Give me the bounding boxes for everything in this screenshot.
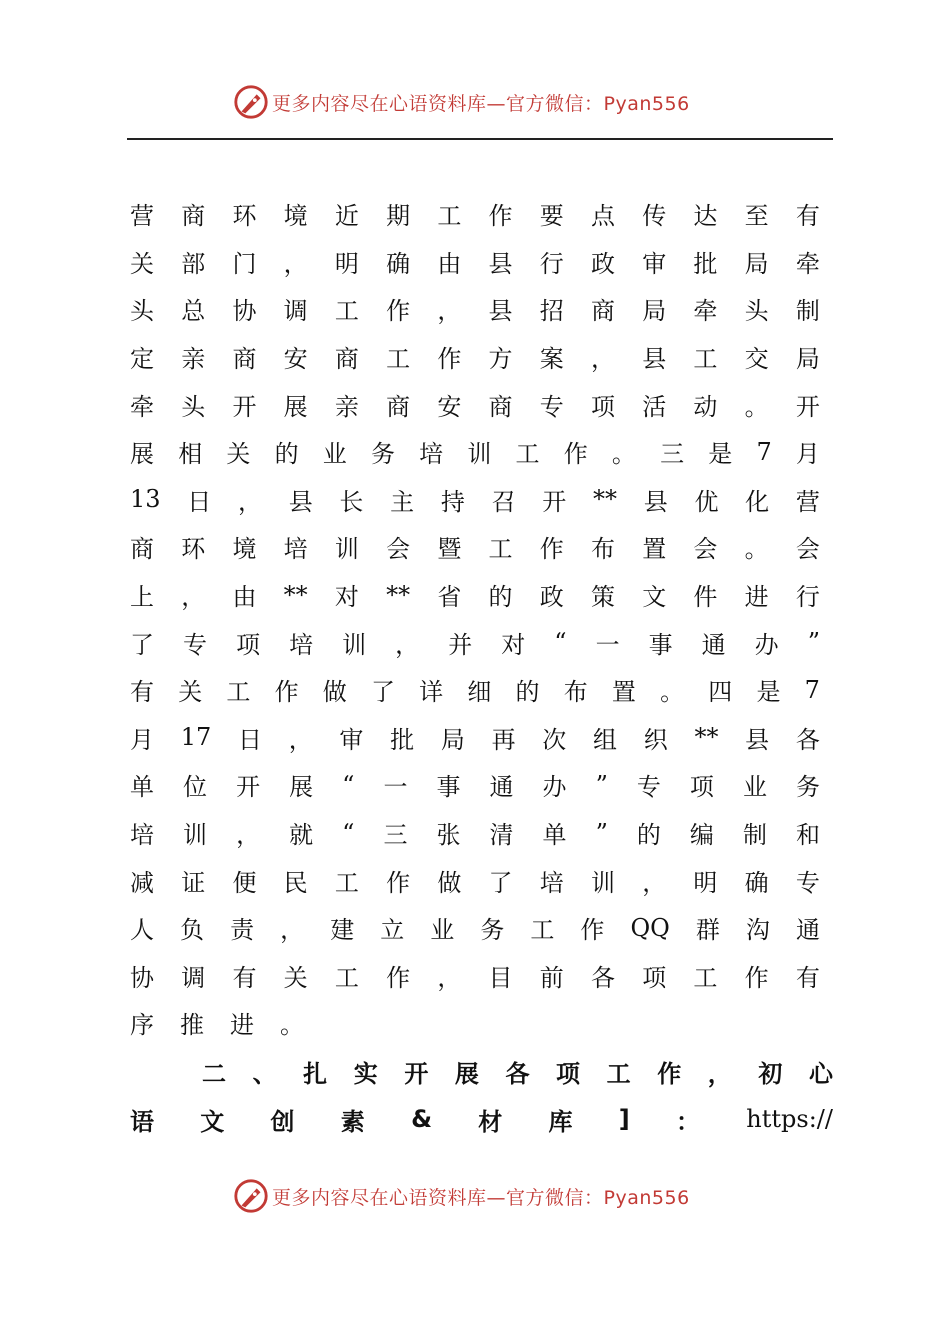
text-char: 人 bbox=[130, 916, 154, 945]
text-char: ， bbox=[280, 916, 305, 945]
text-char: ， bbox=[707, 1060, 732, 1089]
text-char: 制 bbox=[742, 821, 767, 850]
text-char: 作 bbox=[437, 345, 462, 374]
banner-text: 更多内容尽在心语资料库—官方微信：Pyan556 bbox=[272, 1186, 690, 1209]
text-char: 由 bbox=[437, 249, 462, 278]
text-char: 培 bbox=[539, 868, 564, 897]
text-char: 训 bbox=[334, 535, 359, 564]
text-char: 牵 bbox=[693, 297, 718, 326]
text-line bbox=[130, 1096, 833, 1144]
text-char: 并 bbox=[448, 630, 473, 659]
text-char: 县 bbox=[288, 487, 313, 516]
text-char: 单 bbox=[542, 821, 567, 850]
text-char: 头 bbox=[744, 297, 769, 326]
text-char: ， bbox=[181, 583, 206, 612]
text-char: 便 bbox=[232, 868, 257, 897]
text-char: 通 bbox=[795, 916, 820, 945]
text-char: 。 bbox=[280, 1011, 304, 1040]
text-char: 文 bbox=[642, 583, 667, 612]
text-char: 了 bbox=[370, 678, 395, 707]
text-char: 素 bbox=[340, 1107, 365, 1136]
text-char: 初 bbox=[758, 1060, 783, 1089]
text-char: 开 bbox=[236, 773, 261, 802]
text-char: 工 bbox=[334, 297, 359, 326]
text-char: 商 bbox=[488, 392, 513, 421]
text-char: 相 bbox=[178, 440, 203, 469]
text-char: 开 bbox=[542, 487, 567, 516]
text-char: ： bbox=[676, 1107, 701, 1136]
text-char: 布 bbox=[563, 678, 588, 707]
text-char: 位 bbox=[183, 773, 208, 802]
text-char: 项 bbox=[689, 773, 714, 802]
text-char: 境 bbox=[232, 535, 257, 564]
text-char: 工 bbox=[334, 868, 359, 897]
text-char: 文 bbox=[200, 1107, 225, 1136]
text-char: 证 bbox=[181, 868, 206, 897]
text-char: 目 bbox=[488, 963, 513, 992]
text-char: 是 bbox=[756, 678, 781, 707]
text-char: ** bbox=[694, 723, 719, 752]
text-char: 商 bbox=[232, 345, 257, 374]
text-char: 17 bbox=[180, 723, 212, 752]
text-char: ] bbox=[618, 1105, 630, 1134]
text-char: 交 bbox=[744, 345, 769, 374]
text-line bbox=[130, 380, 820, 428]
text-char: 要 bbox=[539, 202, 564, 231]
text-char: 三 bbox=[383, 821, 408, 850]
text-char: 的 bbox=[636, 821, 661, 850]
text-line bbox=[130, 571, 820, 619]
text-char: 商 bbox=[590, 297, 615, 326]
text-char: 件 bbox=[693, 583, 718, 612]
text-char: 达 bbox=[693, 202, 718, 231]
text-char: 训 bbox=[590, 868, 615, 897]
text-char: 商 bbox=[130, 535, 154, 564]
text-char: 序 bbox=[130, 1011, 154, 1040]
text-char: “ bbox=[554, 628, 567, 657]
text-char: 编 bbox=[689, 821, 714, 850]
text-char: 务 bbox=[480, 916, 505, 945]
text-char: 单 bbox=[130, 773, 154, 802]
section-heading bbox=[130, 1048, 833, 1143]
text-char: 化 bbox=[745, 487, 770, 516]
text-char: 关 bbox=[283, 963, 308, 992]
text-char: 项 bbox=[236, 630, 261, 659]
text-char: 前 bbox=[539, 963, 564, 992]
text-char: 确 bbox=[386, 249, 411, 278]
text-char: 批 bbox=[390, 725, 415, 754]
text-char: 调 bbox=[181, 963, 206, 992]
text-char: 布 bbox=[590, 535, 615, 564]
text-char: 暨 bbox=[437, 535, 462, 564]
text-char: https:// bbox=[746, 1105, 833, 1134]
text-char: “ bbox=[342, 818, 355, 847]
text-char: 清 bbox=[489, 821, 514, 850]
text-char: 方 bbox=[488, 345, 513, 374]
pen-nib-logo-icon bbox=[232, 83, 270, 121]
text-line bbox=[130, 761, 820, 809]
text-char: “ bbox=[342, 770, 355, 799]
text-char: 局 bbox=[642, 297, 667, 326]
text-char: 环 bbox=[181, 535, 206, 564]
text-char: 工 bbox=[693, 963, 718, 992]
text-char: 各 bbox=[590, 963, 615, 992]
text-char: 训 bbox=[467, 440, 492, 469]
text-char: 一 bbox=[595, 630, 620, 659]
text-char: 四 bbox=[708, 678, 733, 707]
text-char: 减 bbox=[130, 868, 154, 897]
text-char: 持 bbox=[440, 487, 465, 516]
text-char: 。 bbox=[611, 440, 636, 469]
text-char: 专 bbox=[795, 868, 820, 897]
text-char: 有 bbox=[130, 678, 154, 707]
text-char: 。 bbox=[744, 535, 769, 564]
text-char: 行 bbox=[795, 583, 820, 612]
text-char: 工 bbox=[437, 202, 462, 231]
text-char: 库 bbox=[548, 1107, 573, 1136]
text-char: 展 bbox=[283, 392, 308, 421]
text-line bbox=[130, 238, 820, 286]
text-char: 工 bbox=[334, 963, 359, 992]
text-line bbox=[130, 904, 820, 952]
text-char: 对 bbox=[501, 630, 526, 659]
text-line bbox=[130, 428, 820, 476]
header-banner bbox=[232, 82, 690, 122]
text-char: 月 bbox=[795, 440, 820, 469]
text-char: 协 bbox=[232, 297, 257, 326]
text-char: 明 bbox=[334, 249, 359, 278]
text-char: 县 bbox=[643, 487, 668, 516]
text-char: 作 bbox=[274, 678, 299, 707]
text-char: 项 bbox=[642, 963, 667, 992]
text-char: 有 bbox=[232, 963, 257, 992]
text-char: 至 bbox=[744, 202, 769, 231]
text-char: 项 bbox=[556, 1060, 581, 1089]
text-char: 语 bbox=[130, 1107, 154, 1136]
text-char: 作 bbox=[744, 963, 769, 992]
text-char: 对 bbox=[334, 583, 359, 612]
text-char: 批 bbox=[693, 249, 718, 278]
text-char: 作 bbox=[539, 535, 564, 564]
text-char: 了 bbox=[488, 868, 513, 897]
text-char: 工 bbox=[693, 345, 718, 374]
text-char: 县 bbox=[642, 345, 667, 374]
text-char: ” bbox=[595, 818, 608, 847]
text-char: 门 bbox=[232, 249, 257, 278]
text-line bbox=[130, 809, 820, 857]
text-char: 作 bbox=[488, 202, 513, 231]
text-char: 工 bbox=[386, 345, 411, 374]
text-char: 再 bbox=[491, 725, 516, 754]
text-char: 专 bbox=[539, 392, 564, 421]
text-char: 群 bbox=[695, 916, 720, 945]
text-char: ， bbox=[283, 249, 308, 278]
text-char: 工 bbox=[606, 1060, 631, 1089]
text-char: 材 bbox=[478, 1107, 503, 1136]
text-char: 务 bbox=[795, 773, 820, 802]
text-char: 、 bbox=[252, 1060, 277, 1089]
text-char: 培 bbox=[130, 821, 154, 850]
text-char: 13 bbox=[130, 485, 161, 514]
header-divider bbox=[127, 138, 833, 140]
text-char: 调 bbox=[283, 297, 308, 326]
text-char: 专 bbox=[183, 630, 208, 659]
text-char: 作 bbox=[386, 963, 411, 992]
text-char: ， bbox=[642, 868, 667, 897]
text-char: 审 bbox=[339, 725, 364, 754]
text-char: 通 bbox=[701, 630, 726, 659]
text-char: 训 bbox=[342, 630, 367, 659]
text-char: 县 bbox=[488, 249, 513, 278]
text-char: 商 bbox=[386, 392, 411, 421]
text-char: ** bbox=[283, 580, 308, 609]
text-char: 训 bbox=[183, 821, 208, 850]
text-line bbox=[130, 999, 820, 1047]
text-char: 是 bbox=[708, 440, 733, 469]
text-line bbox=[130, 476, 820, 524]
text-char: 环 bbox=[232, 202, 257, 231]
text-char: 传 bbox=[642, 202, 667, 231]
text-char: 总 bbox=[181, 297, 206, 326]
text-char: 开 bbox=[232, 392, 257, 421]
text-char: 动 bbox=[693, 392, 718, 421]
text-char: 详 bbox=[419, 678, 444, 707]
text-char: 务 bbox=[370, 440, 395, 469]
text-char: 三 bbox=[660, 440, 685, 469]
text-char: ， bbox=[237, 487, 262, 516]
text-char: 心 bbox=[808, 1060, 833, 1089]
text-char: 局 bbox=[744, 249, 769, 278]
text-char: 关 bbox=[130, 249, 154, 278]
text-char: 事 bbox=[436, 773, 461, 802]
text-char: 工 bbox=[515, 440, 540, 469]
text-char: 民 bbox=[283, 868, 308, 897]
text-char: 的 bbox=[274, 440, 299, 469]
text-char: 沟 bbox=[745, 916, 770, 945]
footer-banner bbox=[232, 1176, 690, 1216]
text-line bbox=[130, 190, 820, 238]
text-char: 负 bbox=[180, 916, 205, 945]
text-char: 培 bbox=[289, 630, 314, 659]
text-char: 展 bbox=[454, 1060, 479, 1089]
text-line bbox=[130, 523, 820, 571]
text-char: 做 bbox=[322, 678, 347, 707]
text-char: 日 bbox=[187, 487, 212, 516]
text-char: 头 bbox=[130, 297, 154, 326]
text-char: 进 bbox=[744, 583, 769, 612]
text-line bbox=[130, 666, 820, 714]
text-char: 营 bbox=[130, 202, 154, 231]
text-char: 的 bbox=[488, 583, 513, 612]
text-char: 局 bbox=[440, 725, 465, 754]
text-char: 责 bbox=[230, 916, 255, 945]
text-char: 做 bbox=[437, 868, 462, 897]
text-char: 进 bbox=[230, 1011, 254, 1040]
text-line bbox=[130, 1048, 833, 1096]
text-char: 协 bbox=[130, 963, 154, 992]
text-char: 月 bbox=[130, 725, 154, 754]
text-char: 业 bbox=[742, 773, 767, 802]
text-char: 策 bbox=[590, 583, 615, 612]
text-char: 政 bbox=[539, 583, 564, 612]
text-char: 近 bbox=[334, 202, 359, 231]
text-char: 张 bbox=[436, 821, 461, 850]
text-char: 作 bbox=[657, 1060, 682, 1089]
text-char: 优 bbox=[694, 487, 719, 516]
text-char: 组 bbox=[593, 725, 618, 754]
text-char: 置 bbox=[611, 678, 636, 707]
text-char: 通 bbox=[489, 773, 514, 802]
text-char: 主 bbox=[390, 487, 415, 516]
text-char: 办 bbox=[754, 630, 779, 659]
text-char: 审 bbox=[642, 249, 667, 278]
text-char: 置 bbox=[642, 535, 667, 564]
text-char: 实 bbox=[353, 1060, 378, 1089]
text-char: ， bbox=[236, 821, 261, 850]
text-char: 点 bbox=[590, 202, 615, 231]
text-char: 扎 bbox=[303, 1060, 328, 1089]
text-char: 培 bbox=[283, 535, 308, 564]
document-body bbox=[130, 190, 820, 1047]
text-char: 办 bbox=[542, 773, 567, 802]
text-char: 县 bbox=[745, 725, 770, 754]
text-char: 会 bbox=[795, 535, 820, 564]
text-char: ** bbox=[593, 485, 618, 514]
text-char: 各 bbox=[795, 725, 820, 754]
text-char: 作 bbox=[386, 297, 411, 326]
text-char: ** bbox=[386, 580, 411, 609]
text-char: 就 bbox=[289, 821, 314, 850]
text-char: 。 bbox=[744, 392, 769, 421]
text-line bbox=[130, 333, 820, 381]
text-char: 业 bbox=[430, 916, 455, 945]
text-char: 专 bbox=[636, 773, 661, 802]
text-char: 长 bbox=[339, 487, 364, 516]
text-char: 确 bbox=[744, 868, 769, 897]
text-char: 县 bbox=[488, 297, 513, 326]
text-char: 牵 bbox=[130, 392, 154, 421]
text-char: 织 bbox=[643, 725, 668, 754]
text-char: 次 bbox=[542, 725, 567, 754]
text-char: 局 bbox=[795, 345, 820, 374]
text-char: 定 bbox=[130, 345, 154, 374]
text-char: 展 bbox=[130, 440, 154, 469]
text-char: 活 bbox=[642, 392, 667, 421]
text-char: 有 bbox=[795, 963, 820, 992]
text-char: 建 bbox=[330, 916, 355, 945]
text-char: 的 bbox=[515, 678, 540, 707]
text-char: ， bbox=[590, 345, 615, 374]
text-char: 工 bbox=[226, 678, 251, 707]
pen-nib-logo-icon bbox=[232, 1177, 270, 1215]
text-char: 关 bbox=[178, 678, 203, 707]
text-char: 省 bbox=[437, 583, 462, 612]
text-char: ， bbox=[288, 725, 313, 754]
text-char: 政 bbox=[590, 249, 615, 278]
text-char: 部 bbox=[181, 249, 206, 278]
text-line bbox=[130, 285, 820, 333]
text-char: 作 bbox=[386, 868, 411, 897]
text-char: 开 bbox=[795, 392, 820, 421]
text-char: QQ bbox=[630, 913, 670, 942]
text-char: 期 bbox=[386, 202, 411, 231]
text-char: 作 bbox=[580, 916, 605, 945]
text-line bbox=[130, 952, 820, 1000]
text-char: 商 bbox=[334, 345, 359, 374]
text-char: 各 bbox=[505, 1060, 530, 1089]
text-char: 日 bbox=[237, 725, 262, 754]
text-char: 工 bbox=[488, 535, 513, 564]
text-char: 推 bbox=[180, 1011, 204, 1040]
text-char: 召 bbox=[491, 487, 516, 516]
text-char: 创 bbox=[270, 1107, 295, 1136]
text-char: 明 bbox=[693, 868, 718, 897]
text-char: 立 bbox=[380, 916, 405, 945]
text-char: 关 bbox=[226, 440, 251, 469]
text-char: 。 bbox=[660, 678, 685, 707]
text-char: 商 bbox=[181, 202, 206, 231]
text-char: 一 bbox=[383, 773, 408, 802]
text-line bbox=[130, 618, 820, 666]
text-char: ， bbox=[395, 630, 420, 659]
text-char: ， bbox=[437, 963, 462, 992]
text-char: 营 bbox=[795, 487, 820, 516]
banner-text: 更多内容尽在心语资料库—官方微信：Pyan556 bbox=[272, 92, 690, 115]
text-char: 境 bbox=[283, 202, 308, 231]
text-char: 安 bbox=[283, 345, 308, 374]
text-char: 7 bbox=[804, 675, 820, 704]
text-char: 培 bbox=[419, 440, 444, 469]
text-char: 展 bbox=[289, 773, 314, 802]
text-char: 和 bbox=[795, 821, 820, 850]
text-char: 亲 bbox=[181, 345, 206, 374]
text-char: 由 bbox=[232, 583, 257, 612]
text-char: 业 bbox=[322, 440, 347, 469]
text-char: 作 bbox=[563, 440, 588, 469]
text-char: 上 bbox=[130, 583, 154, 612]
text-char: ” bbox=[595, 770, 608, 799]
text-char: 行 bbox=[539, 249, 564, 278]
text-char: 制 bbox=[795, 297, 820, 326]
text-line bbox=[130, 714, 820, 762]
text-char: 招 bbox=[539, 297, 564, 326]
text-char: 工 bbox=[530, 916, 555, 945]
text-char: 事 bbox=[648, 630, 673, 659]
text-char: 7 bbox=[756, 437, 772, 466]
text-char: 有 bbox=[795, 202, 820, 231]
text-char: 案 bbox=[539, 345, 564, 374]
text-char: 安 bbox=[437, 392, 462, 421]
text-char: 会 bbox=[693, 535, 718, 564]
text-char: 开 bbox=[404, 1060, 429, 1089]
text-char: 会 bbox=[386, 535, 411, 564]
text-line bbox=[130, 856, 820, 904]
text-char: 亲 bbox=[334, 392, 359, 421]
text-char: 细 bbox=[467, 678, 492, 707]
text-char: 二 bbox=[202, 1060, 226, 1089]
text-char: 头 bbox=[181, 392, 206, 421]
text-char: 牵 bbox=[795, 249, 820, 278]
text-char: ， bbox=[437, 297, 462, 326]
text-char: ” bbox=[807, 628, 820, 657]
text-char: 项 bbox=[590, 392, 615, 421]
text-char: & bbox=[411, 1105, 432, 1134]
text-char: 了 bbox=[130, 630, 154, 659]
